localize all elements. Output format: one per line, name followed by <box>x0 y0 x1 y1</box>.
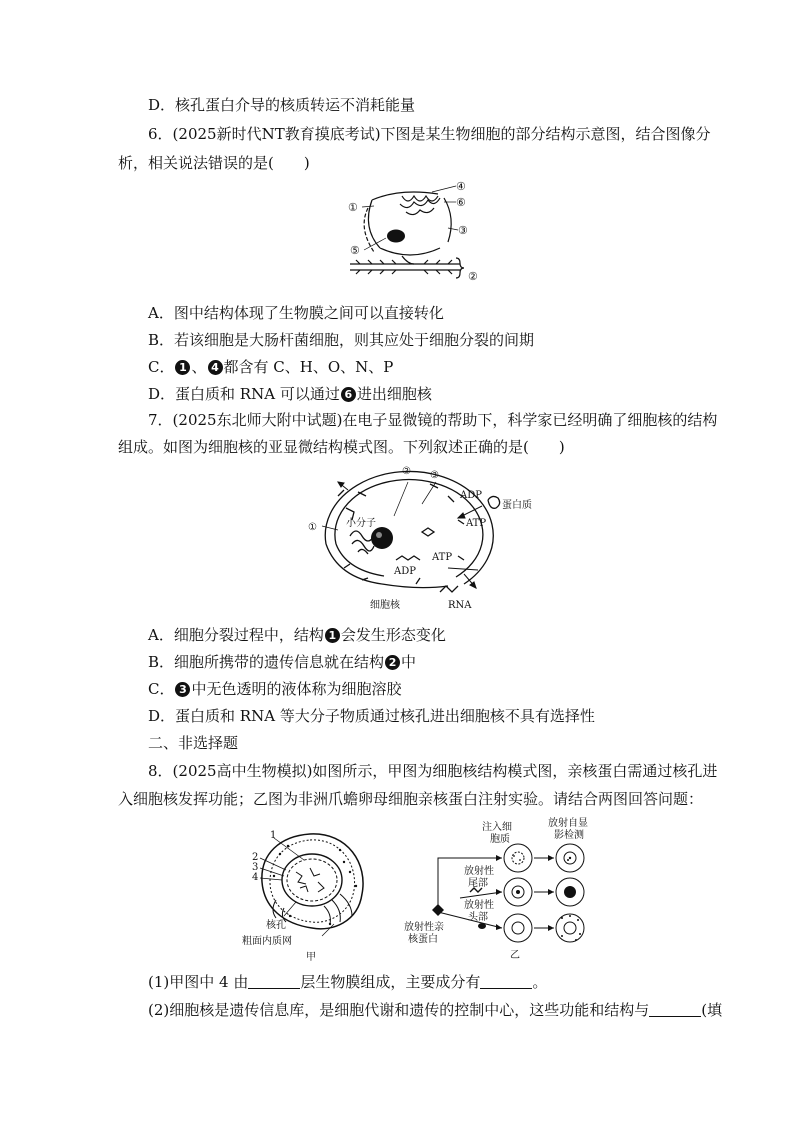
q6-label-6: ⑥ <box>456 196 466 209</box>
q6-option-b: B．若该细胞是大肠杆菌细胞，则其应处于细胞分裂的间期 <box>148 331 535 349</box>
q8-stem: 8．(2025高中生物模拟)如图所示，甲图为细胞核结构模式图，亲核蛋白需通过核孔进 <box>148 762 718 780</box>
q6-label-2: ② <box>468 270 478 282</box>
q6-stem: 6．(2025新时代NT教育摸底考试)下图是某生物细胞的部分结构示意图，结合图像分 <box>148 125 711 143</box>
circled-number-1: 1 <box>175 360 190 375</box>
q8b-label-inject-2: 胞质 <box>490 834 510 845</box>
q8a-label-er: 粗面内质网 <box>242 936 292 947</box>
q6-figure <box>340 178 490 282</box>
q7-label-atp-top: ATP <box>466 518 487 529</box>
q7-rna-inside <box>396 556 420 560</box>
q8b-oocyte-1 <box>504 844 532 872</box>
q7-option-d: D．蛋白质和 RNA 等大分子物质通过核孔进出细胞核不具有选择性 <box>148 707 595 725</box>
circled-number-2: 2 <box>385 655 400 670</box>
q7-label-3: ③ <box>430 470 439 481</box>
q8a-label-4: 4 <box>252 872 259 883</box>
q7-label-atp-bottom: ATP <box>432 552 453 563</box>
circled-number-1: 1 <box>325 628 340 643</box>
q6-nucleolus <box>387 230 405 243</box>
q7-protein-outside <box>488 496 500 508</box>
q6-label-3: ③ <box>458 224 468 237</box>
q8b-result-3 <box>556 914 584 942</box>
q6-label-5: ⑤ <box>350 244 360 257</box>
q6-stem-cont: 析，相关说法错误的是( ) <box>118 154 310 172</box>
q7-figure <box>298 460 558 614</box>
circled-number-3: 3 <box>175 682 190 697</box>
q8b-labeled-protein <box>432 904 444 916</box>
q8b-label-tail-2: 尾部 <box>468 878 488 889</box>
q6-label-4: ④ <box>456 180 466 193</box>
q6-nuclear-envelope-right <box>444 198 451 242</box>
q6-option-d: D．蛋白质和 RNA 可以通过 6 进出细胞核 <box>148 385 432 403</box>
q7-option-a: A．细胞分裂过程中，结构 1 会发生形态变化 <box>148 626 446 644</box>
q8b-head-fragment <box>478 923 486 929</box>
q8-part-1: (1)甲图中 4 由 层生物膜组成，主要成分有 。 <box>148 973 548 991</box>
circled-number-4: 4 <box>208 360 223 375</box>
q8b-label-tail-1: 放射性 <box>464 866 494 877</box>
q7-nucleolus <box>371 527 393 549</box>
q7-label-rna: RNA <box>448 600 472 611</box>
q7-stem: 7．(2025东北师大附中试题)在电子显微镜的帮助下，科学家已经明确了细胞核的结构 <box>148 411 718 429</box>
q8-figure-a <box>240 824 380 964</box>
q7-label-protein: 蛋白质 <box>502 500 532 511</box>
q7-option-c: C． 3 中无色透明的液体称为细胞溶胶 <box>148 680 402 698</box>
q8a-cell <box>262 834 363 929</box>
q8b-label-detect-2: 影检测 <box>554 830 584 841</box>
q8b-caption: 乙 <box>510 950 520 961</box>
q8-figure-b <box>398 812 608 962</box>
q8b-label-source-2: 核蛋白 <box>408 934 438 945</box>
q8a-nucleus <box>282 854 342 906</box>
circled-number-6: 6 <box>341 387 356 402</box>
q7-label-2: ② <box>402 466 411 477</box>
q5-option-d: D．核孔蛋白介导的核质转运不消耗能量 <box>148 96 416 114</box>
q8-stem-cont: 入细胞核发挥功能；乙图为非洲爪蟾卵母细胞亲核蛋白注射实验。请结合两图回答问题： <box>118 790 704 808</box>
q6-chromatin <box>402 196 438 201</box>
q8a-label-2: 2 <box>252 852 259 863</box>
q8a-label-pore: 核孔 <box>266 920 286 931</box>
q8a-label-1: 1 <box>270 830 277 841</box>
q7-protein-inside <box>422 528 434 536</box>
q7-label-1: ① <box>308 522 317 533</box>
q8a-caption: 甲 <box>306 952 316 963</box>
q6-option-c: C． 1 、 4 都含有 C、H、O、N、P <box>148 358 394 376</box>
answer-blank[interactable] <box>248 974 300 989</box>
q7-label-nucleus: 细胞核 <box>370 600 400 611</box>
q7-label-adp-top: ADP <box>460 490 482 501</box>
q8b-label-head-2: 头部 <box>468 912 488 923</box>
q7-option-b: B．细胞所携带的遗传信息就在结构 2 中 <box>148 653 417 671</box>
q8b-label-head-1: 放射性 <box>464 900 494 911</box>
q8b-label-detect-1: 放射自显 <box>548 818 588 829</box>
section-heading: 二、非选择题 <box>148 734 239 752</box>
q7-label-adp-bottom: ADP <box>394 566 416 577</box>
q8b-dark-nucleus <box>564 886 576 898</box>
answer-blank[interactable] <box>649 1002 701 1017</box>
q7-label-small-molecule: 小分子 <box>346 518 376 529</box>
q8a-label-3: 3 <box>252 862 259 873</box>
q7-stem-cont: 组成。如图为细胞核的亚显微结构模式图。下列叙述正确的是( ) <box>118 438 565 456</box>
answer-blank[interactable] <box>480 974 532 989</box>
q8-part-2: (2)细胞核是遗传信息库，是细胞代谢和遗传的控制中心，这些功能和结构与 (填 <box>148 1001 723 1019</box>
q8b-label-inject-1: 注入细 <box>482 822 512 833</box>
q6-option-a: A．图中结构体现了生物膜之间可以直接转化 <box>148 304 444 322</box>
q8b-oocyte-3 <box>504 914 532 942</box>
q6-label-1: ① <box>348 201 358 214</box>
q8b-label-source-1: 放射性亲 <box>404 922 444 933</box>
